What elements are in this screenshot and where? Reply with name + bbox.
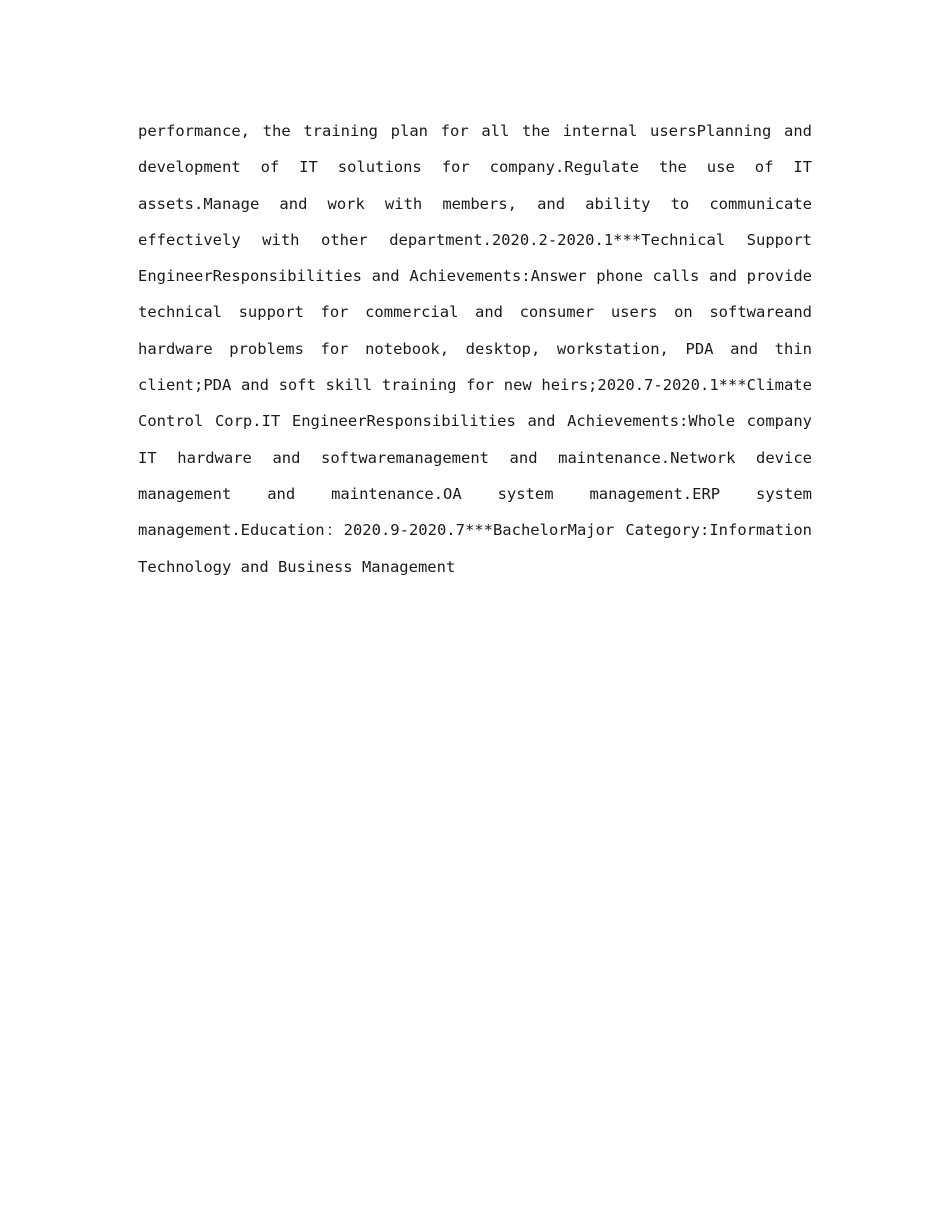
body-paragraph: performance, the training plan for all the internal usersPlanning and development of IT solutions for company.Regulate the use of IT assets.Manage and work with members, and ability to communicate effectively with other department.2020.2-2020.1***Technical Support EngineerResponsibilities and Achievements:Answer phone calls and provide technical support for commercial and consumer users on softwareand hardware problems for notebook, desktop, workstation, PDA and thin client;PDA and soft skill training for new heirs;2020.7-2020.1***Climate Control Corp.IT EngineerResponsibilities and Achievements:Whole company IT hardware and softwaremanagement and maintenance.Network device management and maintenance.OA system management.ERP system management.Education：2020.9-2020.7***BachelorMajor Category:Information Technology and Business Management [138, 122, 812, 576]
